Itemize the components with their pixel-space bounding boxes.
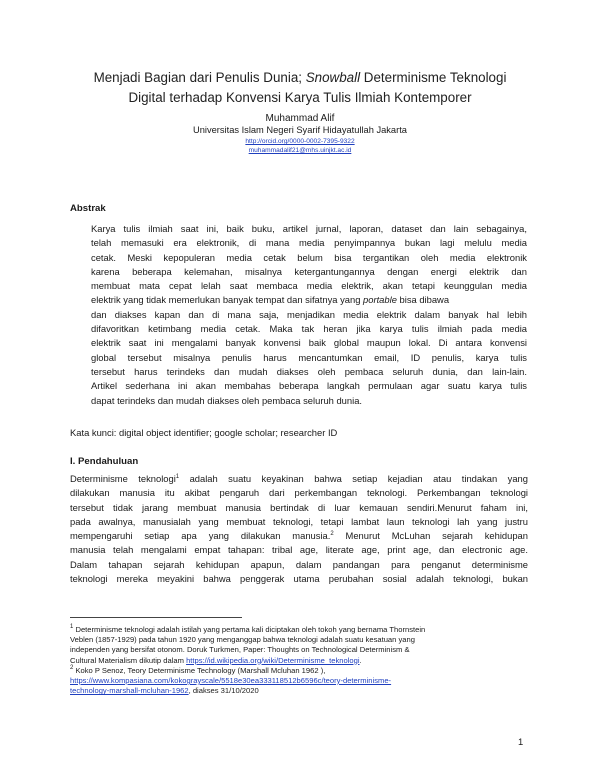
keywords-line: Kata kunci: digital object identifier; google scholar; researcher ID: [70, 427, 338, 438]
title-line-2: Digital terhadap Konvensi Karya Tulis Ilmiah Kontemporer: [128, 90, 472, 105]
email-link[interactable]: muhammadalif21@mhs.uinjkt.ac.id: [248, 147, 352, 154]
paper-title: [40, 68, 560, 108]
abstract-heading: Abstrak: [70, 203, 106, 214]
italic-portable: portable: [363, 294, 397, 306]
footnote-ref-2[interactable]: 2: [330, 531, 334, 538]
title-italic-snowball: Snowball: [305, 70, 361, 85]
kompasiana-link-cont[interactable]: technology-marshall-mcluhan-1962: [70, 686, 189, 696]
footnotes: $^1$ Determinisme teknologi adalah istilah yang pertama kali diciptakan oleh tokoh yang bernama Thornstein Veblen (1857-1929) pada tahun 1920 yang menganggap bahwa teknologi adalah suatu kesatuan yang independen yang bersifat otonom. Doruk Turkmen, Paper: Thoughts on Technological Determinism & Cultural Materialism dikutip dalam https://id.wikipedia.org/wiki/Determinisme_teknologi. $^2$ Koko P Senoz, Teory Determinisme Technology (Marshall Mcluhan 1962 ), https://www.kompasiana.com/kokograyscale/5518e30ea333118512b6596c/teory-determinisme- technology-marshall-mcluhan-1962, diakses 31/10/2020: [70, 625, 530, 696]
footnote-divider: [70, 617, 242, 618]
intro-heading: I. Pendahuluan: [70, 456, 139, 467]
footnote-ref-1[interactable]: 1: [175, 474, 180, 480]
abstract-body: Karya tulis ilmiah saat ini, baik buku, artikel jurnal, laporan, dataset dan lain sebagainya, telah memasuki era elektronik, di mana media penyimpannya bukan lagi melulu media cetak. Meski kepopuleran media cetak belum bisa tergantikan oleh media elektronik karena beberapa kelemahan, misalnya ketergantungannya dengan energi elektrik dan membuat mata cepat lelah saat membaca media elektrik, akan tetapi keunggulan media elektrik yang tidak memerlukan banyak tempat dan sifatnya yang portable bisa dibawa dan diakses kapan dan di mana saja, menjadikan media elektrik dalam banyak hal lebih difavoritkan ketimbang media cetak. Maka tak heran jika karya tulis ilmiah pada media elektrik saat ini mengalami banyak konvensi baik global maupun lokal. Di antara konvensi global tersebut misalnya penulis harus mencantumkan email, ID penulis, karya tulis tersebut harus terindeks dan mudah diakses oleh pembaca seluruh dunia, dan lain-lain. Artikel sederhana ini akan membahas beberapa langkah permulaan agar suatu karya tulis dapat terindeks dan mudah diakses oleh pembaca seluruh dunia.: [91, 223, 527, 406]
author-affiliation: Universitas Islam Negeri Syarif Hidayatullah Jakarta: [193, 125, 407, 135]
footnote-1: $^1$ Determinisme teknologi adalah istilah yang pertama kali diciptakan oleh tokoh yang bernama Thornstein: [70, 624, 426, 634]
intro-body: Determinisme teknologi$^1$ adalah suatu keyakinan bahwa setiap kejadian atau tindakan yang dilakukan manusia itu akibat pengaruh dari perkembangan teknologi. Perkembangan teknologi tersebut tidak jarang membuat manusia bertindak di luar kemauan sendiri.Menurut faham ini, pada awalnya, manusialah yang membuat teknologi, tetapi lambat laun teknologi lah yang justru mempengaruhi setiap apa yang dilakukan manusia.$^2$ Menurut McLuhan sejarah kehidupan manusia telah mengalami empat tahapan: tribal age, literate age, print age, dan electronic age. Dalam tahapan sejarah kehidupan apapun, dalam pandangan para penganut determinisme teknologi mereka meyakini bahwa penggerak utama perubahan sosial adalah teknologi, bukan: [70, 473, 528, 585]
orcid-link[interactable]: http://orcid.org/0000-0002-7395-9322: [245, 138, 355, 145]
footnote-2: $^2$ Koko P Senoz, Teory Determinisme Technology (Marshall Mcluhan 1962 ),: [70, 664, 326, 675]
wikipedia-link[interactable]: https://id.wikipedia.org/wiki/Determinisme_teknologi: [186, 655, 360, 665]
title-line-1: Menjadi Bagian dari Penulis Dunia; Snowball Determinisme Teknologi: [93, 70, 507, 85]
kompasiana-link[interactable]: https://www.kompasiana.com/kokograyscale/5518e30ea333118512b6596c/teory-determinisme-: [70, 676, 392, 686]
author-name: Muhammad Alif: [265, 113, 335, 124]
page-number: 1: [518, 736, 524, 747]
